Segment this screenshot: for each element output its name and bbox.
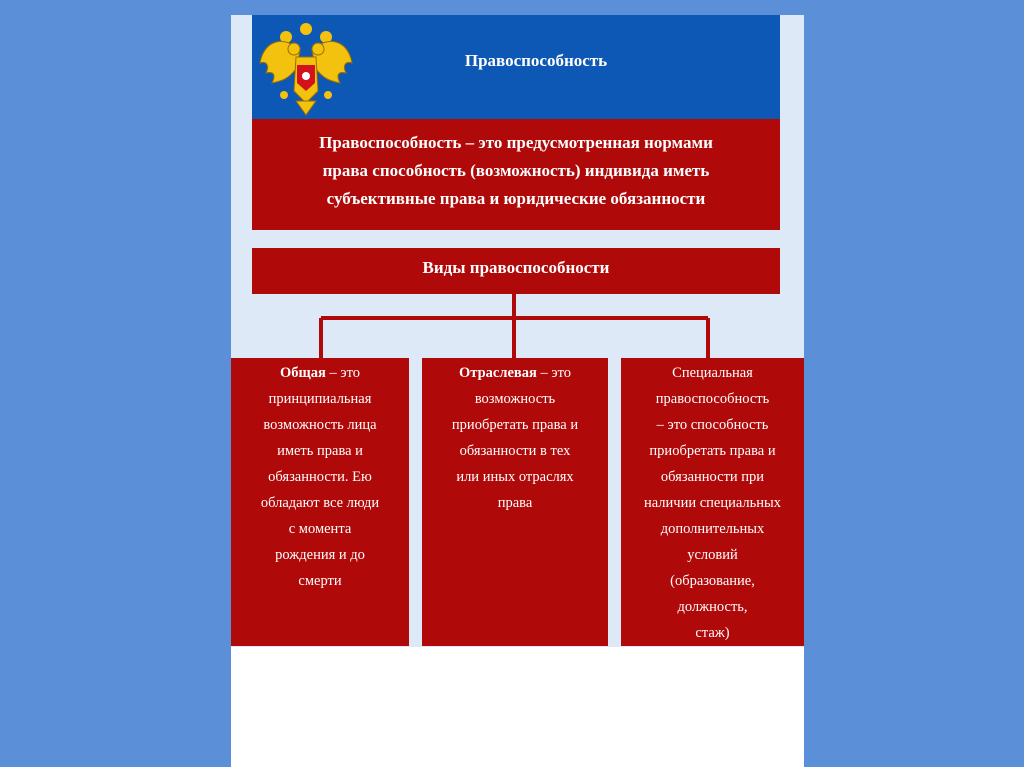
card-line: дополнительных: [660, 521, 765, 537]
card-term: Общая: [280, 365, 326, 381]
definition-box: [252, 119, 780, 230]
page-title: Правоспособность: [464, 51, 608, 70]
card-line: – это: [536, 365, 571, 381]
card-special: [621, 358, 804, 646]
card-line: иметь права и: [277, 443, 363, 459]
card-line: смерти: [298, 573, 342, 589]
types-heading-box: [252, 248, 780, 294]
card-line: рождения и до: [275, 547, 365, 563]
card-line: возможность лица: [263, 417, 377, 433]
card-line: обязанности при: [660, 469, 765, 485]
slide: [231, 15, 804, 767]
card-term: Специальная правоспособность: [655, 365, 770, 407]
card-line: – это: [325, 365, 360, 381]
header-banner: [252, 15, 780, 119]
card-line: возможность: [474, 391, 556, 407]
card-line: обладают все люди: [260, 495, 380, 511]
card-line: принципиальная: [268, 391, 372, 407]
card-line: или иных отраслях: [456, 469, 574, 485]
card-general: [231, 358, 409, 646]
card-line: приобретать права и: [649, 443, 776, 459]
card-line: стаж): [695, 625, 730, 641]
types-heading: Виды правоспособности: [422, 258, 610, 277]
card-branch: [422, 358, 608, 646]
card-line: – это способность: [656, 417, 769, 433]
card-term: Отраслевая: [459, 365, 537, 381]
connector-lines: [231, 294, 804, 360]
card-line: должность,: [677, 599, 748, 615]
card-line: наличии специальных: [643, 495, 782, 511]
definition-line: Правоспособность – это предусмотренная нормами: [319, 133, 713, 152]
card-line: обязанности в тех: [459, 443, 571, 459]
definition-line: субъективные права и юридические обязанности: [326, 189, 706, 208]
card-line: с момента: [288, 521, 352, 537]
definition-line: права способность (возможность) индивида иметь: [322, 161, 710, 180]
card-line: (образование,: [670, 573, 755, 589]
card-line: права: [497, 495, 533, 511]
card-line: обязанности. Ею: [268, 469, 372, 485]
card-line: условий: [687, 547, 738, 563]
card-line: приобретать права и: [451, 417, 579, 433]
